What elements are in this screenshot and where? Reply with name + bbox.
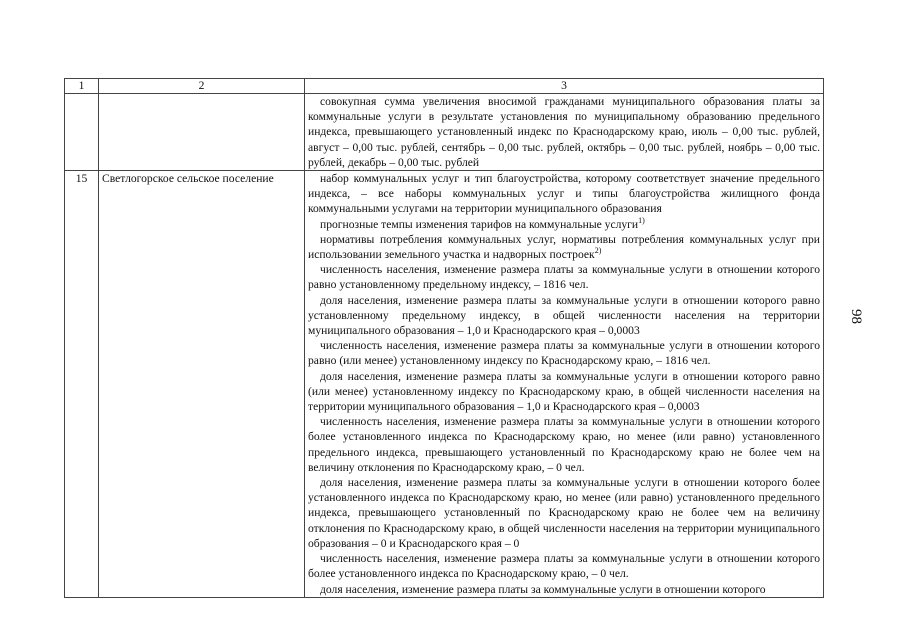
paragraph-text: прогнозные темпы изменения тарифов на коммунальные услуги (320, 217, 639, 231)
description-paragraph (308, 232, 820, 262)
row-description (305, 94, 824, 171)
row-number: 15 (65, 171, 99, 598)
settlement-name: Светлогорское сельское поселение (99, 171, 305, 598)
description-paragraph: совокупная сумма увеличения вносимой гражданами муниципального образования платы за коммунальные услуги в результате установления по муниципальному образованию предельного индекса, превышающего установленный индекс по Краснодарскому краю, июль – 0,00 тыс. рублей, август – 0,00 тыс. рублей, сентябрь – 0,00 тыс. рублей, октябрь – 0,00 тыс. рублей, ноябрь – 0,00 тыс. рублей, декабрь – 0,00 тыс. рублей (308, 95, 820, 169)
document-table (64, 78, 824, 598)
table-row-continued (65, 94, 824, 171)
column-header-1: 1 (65, 79, 99, 94)
column-header-3: 3 (305, 79, 824, 94)
description-paragraph: набор коммунальных услуг и тип благоустройства, которому соответствует значение предельного индекса, – все наборы коммунальных услуг и типы благоустройства жилищного фонда коммунальными услугами на территории муниципального образования (308, 172, 820, 216)
description-paragraph: доля населения, изменение размера платы за коммунальные услуги в отношении которого (320, 582, 766, 596)
description-paragraph: численность населения, изменение размера платы за коммунальные услуги в отношении которого более установленного индекса по Краснодарскому краю, но менее (или равно) установленного предельного индекса, превышающего установленный по Краснодарскому краю не более чем на величину отклонения по Краснодарскому краю, – 0 чел. (308, 415, 820, 474)
footnote-ref: 1) (638, 215, 645, 225)
description-paragraph: численность населения, изменение размера платы за коммунальные услуги в отношении которого более установленного индекса по Краснодарскому краю, – 0 чел. (308, 552, 820, 581)
description-paragraph (308, 217, 820, 232)
settlement-name (99, 94, 305, 171)
description-paragraph: численность населения, изменение размера платы за коммунальные услуги в отношении которого равно установленному предельному индексу, – 1816 чел. (308, 263, 820, 292)
description-paragraph: доля населения, изменение размера платы за коммунальные услуги в отношении которого равно (или менее) установленному индексу по Краснодарскому краю, в общей численности населения на территории муниципального образования – 1,0 и Краснодарского края – 0,0003 (308, 369, 820, 414)
paragraph-text: нормативы потребления коммунальных услуг, нормативы потребления коммунальных услуг при использовании земельного участка и надворных построек (308, 232, 820, 262)
description-paragraph: доля населения, изменение размера платы за коммунальные услуги в отношении которого равно установленному предельному индексу, в общей численности населения на территории муниципального образования – 1,0 и Краснодарского края – 0,0003 (308, 293, 820, 338)
row-description (305, 171, 824, 598)
column-header-2: 2 (99, 79, 305, 94)
footnote-ref: 2) (594, 246, 602, 256)
row-number (65, 94, 99, 171)
description-paragraph: численность населения, изменение размера платы за коммунальные услуги в отношении которого равно (или менее) установленному индексу по Краснодарскому краю, – 1816 чел. (308, 339, 820, 368)
description-paragraph: доля населения, изменение размера платы за коммунальные услуги в отношении которого более установленного индекса по Краснодарскому краю, но менее (или равно) установленного предельного индекса, превышающего установленный по Краснодарскому краю не более чем на величину отклонения по Краснодарскому краю, в общей численности населения на территории муниципального образования – 0 и Краснодарского края – 0 (308, 476, 820, 550)
page-number: 98 (848, 309, 864, 324)
table-header-row (65, 79, 824, 94)
table-row-15 (65, 171, 824, 598)
